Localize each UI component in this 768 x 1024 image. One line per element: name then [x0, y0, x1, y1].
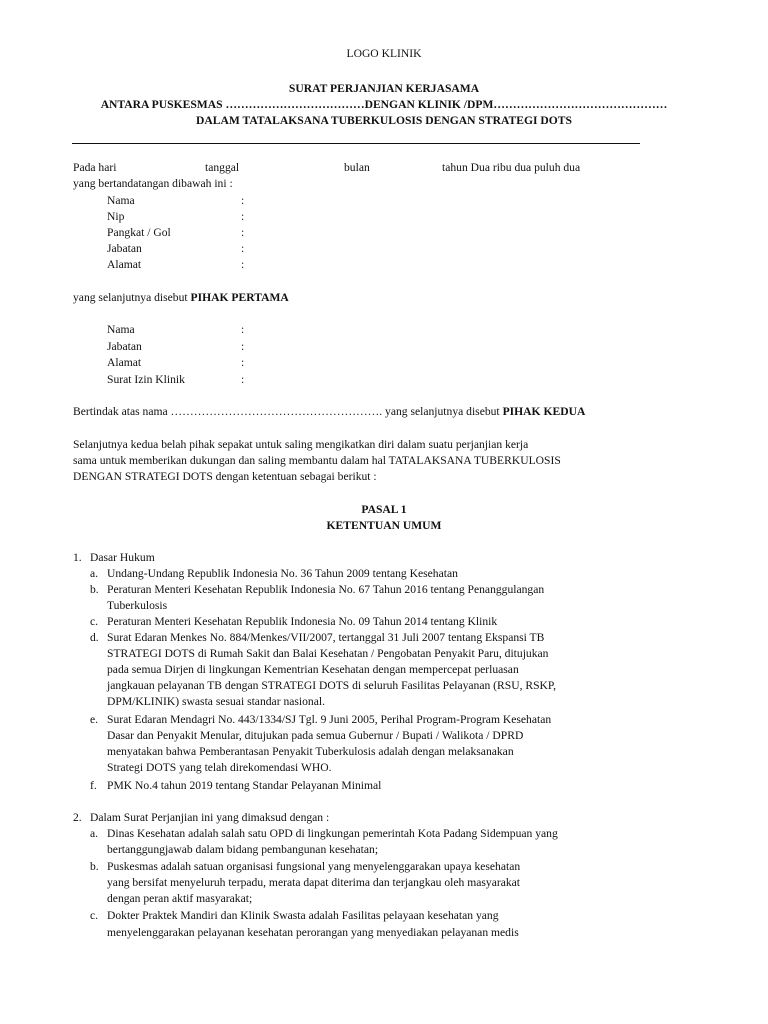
document-parties-line: ANTARA PUSKESMAS ………………………………DENGAN KLINIK /DPM………………………………………	[100, 98, 668, 111]
list-letter: d.	[90, 631, 99, 644]
opening-month: bulan	[344, 161, 370, 174]
section-heading: Dalam Surat Perjanjian ini yang dimaksud dengan :	[90, 811, 330, 824]
field-label: Alamat	[107, 356, 142, 369]
field-colon: :	[241, 226, 245, 239]
field-label: Nama	[107, 194, 135, 207]
list-item-line: menyatakan bahwa Pemberantasan Penyakit Tuberkulosis adalah dengan melaksanakan	[107, 745, 514, 758]
pihak-pertama-closing	[73, 290, 289, 306]
field-label: Jabatan	[107, 242, 142, 255]
list-item-line: pada semua Dirjen di lingkungan Kementrian Kesehatan dengan mempercepat perluasan	[107, 663, 519, 676]
list-item-line: bertanggungjawab dalam bidang pembangunan kesehatan;	[107, 843, 379, 856]
list-item-line: DPM/KLINIK) swasta sesuai standar nasional.	[107, 695, 325, 708]
list-letter: b.	[90, 583, 99, 596]
list-item-line: Peraturan Menteri Kesehatan Republik Indonesia No. 67 Tahun 2016 tentang Penanggulangan	[107, 583, 545, 596]
field-label: Surat Izin Klinik	[107, 373, 185, 386]
document-subject-line: DALAM TATALAKSANA TUBERKULOSIS DENGAN STRATEGI DOTS	[196, 114, 572, 127]
closing-text: Bertindak atas nama ………………………………………………. yang selanjutnya disebut	[73, 405, 503, 418]
pihak-kedua-label: PIHAK KEDUA	[502, 405, 586, 418]
field-label: Pangkat / Gol	[107, 226, 171, 239]
list-letter: a.	[90, 827, 99, 840]
list-item-line: Tuberkulosis	[107, 599, 168, 612]
field-colon: :	[241, 258, 245, 271]
list-item-line: Undang-Undang Republik Indonesia No. 36 Tahun 2009 tentang Kesehatan	[107, 567, 458, 580]
opening-signed: yang bertandatangan dibawah ini :	[73, 177, 233, 190]
pihak-kedua-closing	[73, 404, 585, 420]
field-colon: :	[241, 373, 245, 386]
intro-line: Selanjutnya kedua belah pihak sepakat untuk saling mengikatkan diri dalam suatu perjanjian kerja	[73, 438, 529, 451]
section-heading: Dasar Hukum	[90, 551, 155, 564]
list-item-line: dengan peran aktif masyarakat;	[107, 892, 253, 905]
list-item-line: STRATEGI DOTS di Rumah Sakit dan Balai Kesehatan / Pengobatan Penyakit Paru, ditujukan	[107, 647, 549, 660]
list-item-line: Dasar dan Penyakit Menular, ditujukan pada semua Gubernur / Bupati / Walikota / DPRD	[107, 729, 524, 742]
list-item-line: Strategi DOTS yang telah direkomendasi WHO.	[107, 761, 332, 774]
field-label: Nama	[107, 323, 135, 336]
field-colon: :	[241, 356, 245, 369]
list-letter: a.	[90, 567, 99, 580]
field-colon: :	[241, 340, 245, 353]
list-letter: b.	[90, 860, 99, 873]
field-label: Jabatan	[107, 340, 142, 353]
list-letter: c.	[90, 909, 99, 922]
intro-line: DENGAN STRATEGI DOTS dengan ketentuan sebagai berikut :	[73, 470, 377, 483]
section-number: 1.	[73, 551, 82, 564]
list-letter: f.	[90, 779, 97, 792]
closing-text: yang selanjutnya disebut	[73, 291, 191, 304]
field-colon: :	[241, 242, 245, 255]
opening-day: Pada hari	[73, 161, 117, 174]
opening-year: tahun Dua ribu dua puluh dua	[442, 161, 581, 174]
pasal-number: PASAL 1	[361, 503, 407, 516]
list-item-line: Peraturan Menteri Kesehatan Republik Indonesia No. 09 Tahun 2014 tentang Klinik	[107, 615, 498, 628]
list-item-line: Dinas Kesehatan adalah salah satu OPD di lingkungan pemerintah Kota Padang Sidempuan yang	[107, 827, 558, 840]
list-item-line: menyelenggarakan pelayanan kesehatan perorangan yang menyediakan pelayanan medis	[107, 926, 519, 939]
pihak-pertama-label: PIHAK PERTAMA	[190, 291, 289, 304]
field-colon: :	[241, 194, 245, 207]
list-item-line: Surat Edaran Mendagri No. 443/1334/SJ Tgl. 9 Juni 2005, Perihal Program-Program Kesehatan	[107, 713, 552, 726]
list-letter: c.	[90, 615, 99, 628]
intro-line: sama untuk memberikan dukungan dan saling membantu dalam hal TATALAKSANA TUBERKULOSIS	[73, 454, 561, 467]
list-item-line: PMK No.4 tahun 2019 tentang Standar Pelayanan Minimal	[107, 779, 382, 792]
field-colon: :	[241, 323, 245, 336]
field-colon: :	[241, 210, 245, 223]
field-label: Alamat	[107, 258, 142, 271]
header-divider	[72, 143, 640, 144]
list-item-line: yang bersifat menyeluruh terpadu, merata dapat diterima dan terjangkau oleh masyarakat	[107, 876, 521, 889]
opening-date: tanggal	[205, 161, 240, 174]
document-title: SURAT PERJANJIAN KERJASAMA	[288, 82, 480, 95]
list-item-line: Surat Edaran Menkes No. 884/Menkes/VII/2007, tertanggal 31 Juli 2007 tentang Ekspansi TB	[107, 631, 545, 644]
list-item-line: Puskesmas adalah satuan organisasi fungsional yang menyelenggarakan upaya kesehatan	[107, 860, 521, 873]
pasal-title: KETENTUAN UMUM	[326, 519, 442, 532]
section-number: 2.	[73, 811, 82, 824]
field-label: Nip	[107, 210, 125, 223]
logo-placeholder: LOGO KLINIK	[346, 47, 422, 60]
list-item-line: Dokter Praktek Mandiri dan Klinik Swasta adalah Fasilitas pelayaan kesehatan yang	[107, 909, 499, 922]
list-letter: e.	[90, 713, 99, 726]
list-item-line: jangkauan pelayanan TB dengan STRATEGI DOTS di seluruh Fasilitas Pelayanan (RSU, RSKP,	[107, 679, 556, 692]
